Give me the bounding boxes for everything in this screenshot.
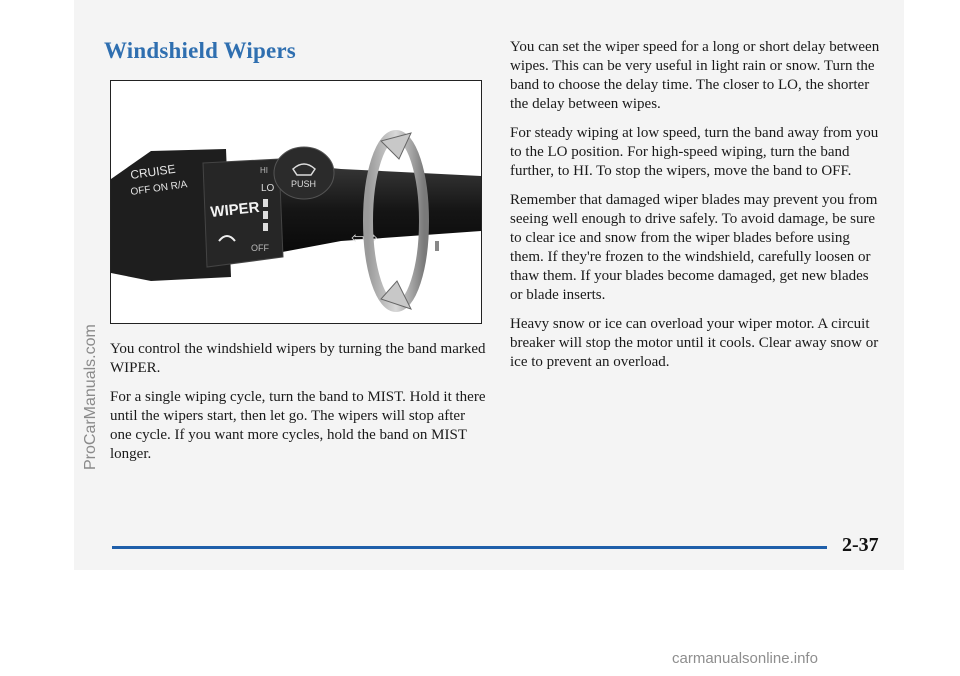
band-label-wiper: WIPER	[209, 198, 261, 221]
paragraph: For steady wiping at low speed, turn the band away from you to the LO position. For high-speed wiping, turn the band further, to HI. To stop the wipers, move the band to OFF.	[510, 125, 879, 179]
dial-mark	[435, 241, 439, 251]
double-arrow-icon: ⇦⇨	[351, 228, 378, 247]
wiper-control-illustration	[110, 80, 482, 324]
band-label-off: OFF	[251, 243, 269, 253]
stalk-label-cruise-modes: OFF ON R/A	[129, 179, 189, 198]
band-label-lo: LO	[261, 183, 275, 194]
paragraph: Heavy snow or ice can overload your wiper motor. A circuit breaker will stop the motor until it cools. Clear away snow or ice to prevent an overload.	[510, 316, 879, 370]
page-number: 2-37	[842, 534, 879, 556]
right-column	[510, 38, 882, 382]
watermark-text: ProCarManuals.com	[82, 324, 99, 470]
mist-push-button	[274, 147, 334, 199]
band-tick	[263, 211, 268, 219]
paragraph: For a single wiping cycle, turn the band to MIST. Hold it there until the wipers start, then let go. The wipers will stop after one cycle. If you want more cycles, hold the band on MIST longer.	[110, 389, 486, 462]
paragraph: You control the windshield wipers by turning the band marked WIPER.	[110, 341, 486, 376]
source-site-text: carmanualsonline.info	[672, 650, 818, 667]
button-label-push: PUSH	[291, 179, 317, 189]
left-column	[110, 340, 488, 474]
paragraph: You can set the wiper speed for a long or short delay between wipes. This can be very useful in light rain or snow. Turn the band to choose the delay time. The closer to LO, the shorter the delay between wipes.	[510, 39, 880, 112]
band-tick	[263, 199, 268, 207]
paragraph: Remember that damaged wiper blades may prevent you from seeing well enough to drive safely. To avoid damage, be sure to clear ice and snow from the wiper blades before using them. If they're frozen to the windshield, carefully loosen or thaw them. If your blades become damaged, get new blades or blade inserts.	[510, 192, 878, 303]
band-tick	[263, 223, 268, 231]
stalk-label-cruise: CRUISE	[129, 161, 177, 182]
page-title: Windshield Wipers	[104, 38, 296, 63]
band-label-hi: HI	[260, 166, 268, 175]
footer-rule	[112, 546, 827, 549]
